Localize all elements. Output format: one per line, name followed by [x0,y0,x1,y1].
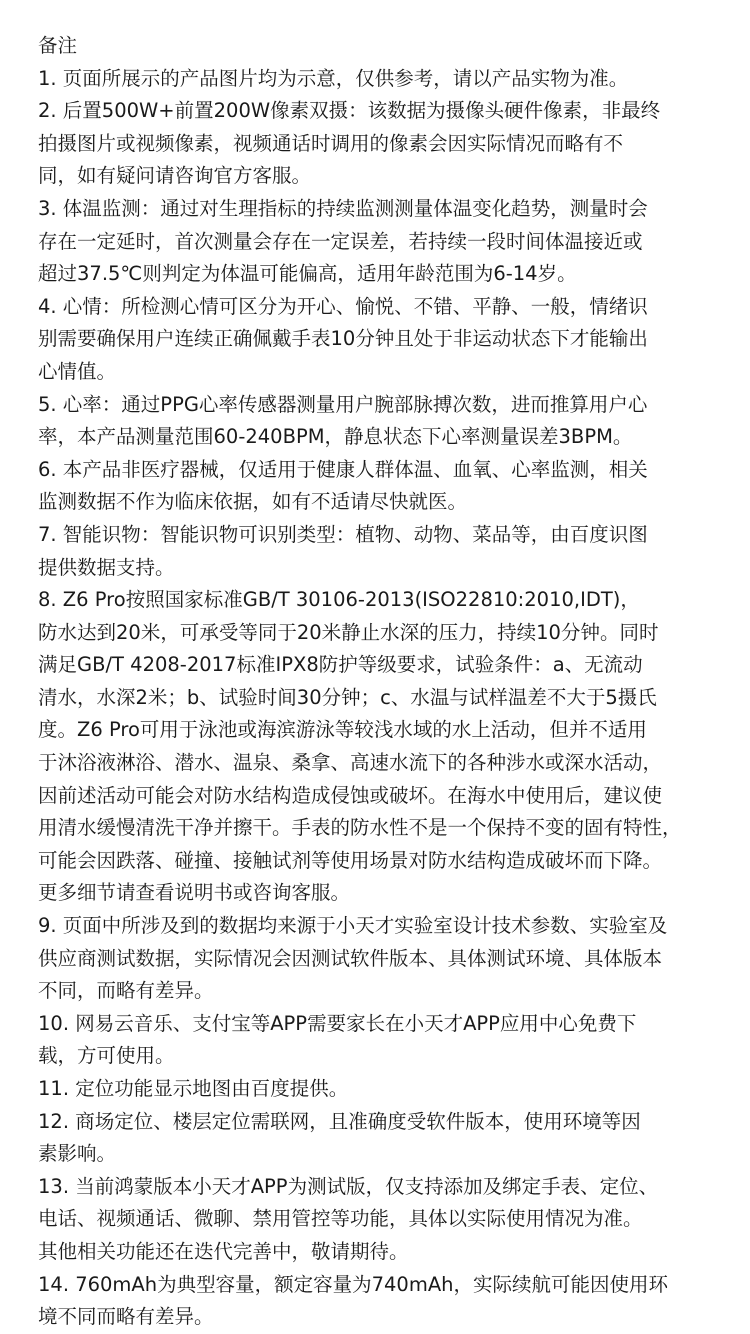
note-item-8 [38,584,730,910]
note-line: 不同，而略有差异。 [38,979,214,1003]
note-line: 监测数据不作为临床依据，如有不适请尽快就医。 [38,490,468,514]
note-line: 于沐浴液淋浴、潜水、温泉、桑拿、高速水流下的各种涉水或深水活动， [38,751,663,775]
note-item-14 [38,1269,730,1334]
note-line: 3. 体温监测：通过对生理指标的持续监测测量体温变化趋势，测量时会 [38,196,648,220]
note-line: 更多细节请查看说明书或咨询客服。 [38,881,351,905]
note-item-12 [38,1106,730,1171]
note-line: 6. 本产品非医疗器械，仅适用于健康人群体温、血氧、心率监测，相关 [38,457,648,481]
note-line: 率，本产品测量范围60-240BPM，静息状态下心率测量误差3BPM。 [38,425,633,449]
note-line: 超过37.5℃则判定为体温可能偏高，适用年龄范围为6-14岁。 [38,262,577,286]
notes-title: 备注 [38,34,78,57]
note-line: 5. 心率：通过PPG心率传感器测量用户腕部脉搏次数，进而推算用户心 [38,392,648,416]
note-item-6 [38,454,730,519]
note-line: 别需要确保用户连续正确佩戴手表10分钟且处于非运动状态下才能输出 [38,327,648,351]
note-line: 可能会因跌落、碰撞、接触试剂等使用场景对防水结构造成破坏而下降。 [38,848,663,872]
note-line: 防水达到20米，可承受等同于20米静止水深的压力，持续10分钟。同时 [38,620,659,644]
note-line: 清水，水深2米；b、试验时间30分钟；c、水温与试样温差不大于5摄氏 [38,685,657,709]
note-line: 1. 页面所展示的产品图片均为示意，仅供参考，请以产品实物为准。 [38,66,629,90]
note-line: 13. 当前鸿蒙版本小天才APP为测试版，仅支持添加及绑定手表、定位、 [38,1174,659,1198]
notes-list [38,63,730,1334]
note-item-9 [38,910,730,1008]
note-line: 度。Z6 Pro可用于泳池或海滨游泳等较浅水域的水上活动，但并不适用 [38,718,647,742]
note-line: 存在一定延时，首次测量会存在一定误差，若持续一段时间体温接近或 [38,229,643,253]
note-line: 11. 定位功能显示地图由百度提供。 [38,1077,349,1100]
note-item-1 [38,63,730,96]
note-item-2 [38,95,730,193]
note-item-7 [38,519,730,584]
note-item-11 [38,1073,730,1106]
note-item-5 [38,389,730,454]
note-item-3 [38,193,730,291]
note-item-10 [38,1008,730,1073]
note-line: 素影响。 [38,1142,117,1166]
note-line: 4. 心情：所检测心情可区分为开心、愉悦、不错、平静、一般，情绪识 [38,294,648,318]
note-line: 用清水缓慢清洗干净并擦干。手表的防水性不是一个保持不变的固有特性， [38,816,682,840]
note-line: 电话、视频通话、微聊、禁用管控等功能，具体以实际使用情况为准。 [38,1207,643,1231]
note-line: 同，如有疑问请咨询官方客服。 [38,164,312,188]
note-line: 8. Z6 Pro按照国家标准GB/T 30106-2013(ISO22810:2010,IDT)， [38,588,640,612]
note-line: 满足GB/T 4208-2017标准IPX8防护等级要求，试验条件：a、无流动 [38,653,643,677]
note-line: 因前述活动可能会对防水结构造成侵蚀或破坏。在海水中使用后，建议使 [38,783,663,807]
note-line: 心情值。 [38,359,117,383]
note-line: 境不同而略有差异。 [38,1305,214,1329]
note-line: 12. 商场定位、楼层定位需联网，且准确度受软件版本，使用环境等因 [38,1109,641,1133]
note-line: 供应商测试数据，实际情况会因测试软件版本、具体测试环境、具体版本 [38,946,663,970]
note-line: 其他相关功能还在迭代完善中，敬请期待。 [38,1239,409,1263]
note-item-4 [38,291,730,389]
note-line: 14. 760mAh为典型容量，额定容量为740mAh，实际续航可能因使用环 [38,1272,669,1296]
note-line: 2. 后置500W+前置200W像素双摄：该数据为摄像头硬件像素，非最终 [38,99,661,123]
note-line: 9. 页面中所涉及到的数据均来源于小天才实验室设计技术参数、实验室及 [38,914,668,938]
note-line: 10. 网易云音乐、支付宝等APP需要家长在小天才APP应用中心免费下 [38,1011,637,1035]
note-line: 提供数据支持。 [38,555,175,579]
note-line: 载，方可使用。 [38,1044,175,1068]
note-item-13 [38,1171,730,1269]
note-line: 拍摄图片或视频像素，视频通话时调用的像素会因实际情况而略有不 [38,131,624,155]
note-line: 7. 智能识物：智能识物可识别类型：植物、动物、菜品等，由百度识图 [38,522,648,546]
